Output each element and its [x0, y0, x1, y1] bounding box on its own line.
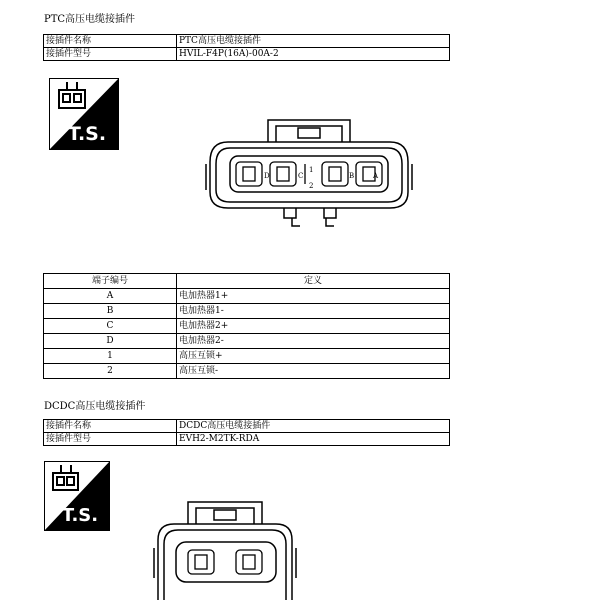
- terminal-label-1: 1: [309, 166, 314, 174]
- ptc-info-table: [43, 34, 450, 61]
- dcdc-info-table: [43, 419, 450, 446]
- pin-definition: 电加热器2-: [177, 334, 450, 349]
- table-row: [44, 364, 450, 379]
- info-value: HVIL-F4P(16A)-00A-2: [177, 48, 450, 61]
- info-value: DCDC高压电缆接插件: [177, 420, 450, 433]
- table-row: [44, 433, 450, 446]
- pin-definition: 电加热器2+: [177, 319, 450, 334]
- table-row: [44, 289, 450, 304]
- dcdc-connector-diagram: [150, 494, 300, 600]
- info-key: 接插件型号: [44, 433, 177, 446]
- ts-badge-text: T.S.: [61, 505, 99, 526]
- table-row: [44, 319, 450, 334]
- terminal-label-b: B: [349, 172, 355, 180]
- terminal-label-d: D: [264, 172, 270, 180]
- info-value: PTC高压电缆接插件: [177, 35, 450, 48]
- pin-definition: 电加热器1+: [177, 289, 450, 304]
- info-key: 接插件型号: [44, 48, 177, 61]
- column-header-definition: 定义: [177, 274, 450, 289]
- info-value: EVH2-M2TK-RDA: [177, 433, 450, 446]
- info-key: 接插件名称: [44, 35, 177, 48]
- pin-definition: 高压互锁+: [177, 349, 450, 364]
- pin-number: 2: [44, 364, 177, 379]
- ptc-connector-diagram: [200, 112, 420, 232]
- table-row: [44, 35, 450, 48]
- table-row: [44, 349, 450, 364]
- terminal-label-c: C: [298, 172, 304, 180]
- pin-number: B: [44, 304, 177, 319]
- table-row: [44, 334, 450, 349]
- pin-number: D: [44, 334, 177, 349]
- pin-definition: 电加热器1-: [177, 304, 450, 319]
- pin-number: C: [44, 319, 177, 334]
- table-header-row: [44, 274, 450, 289]
- table-row: [44, 420, 450, 433]
- section-title-dcdc: DCDC高压电缆接插件: [44, 401, 146, 412]
- column-header-pin: 端子编号: [44, 274, 177, 289]
- pin-number: A: [44, 289, 177, 304]
- section-title-ptc: PTC高压电缆接插件: [44, 14, 136, 25]
- terminal-label-a: A: [373, 172, 379, 180]
- ts-badge-text: T.S.: [67, 123, 107, 145]
- pin-definition: 高压互锁-: [177, 364, 450, 379]
- table-row: [44, 48, 450, 61]
- pin-number: 1: [44, 349, 177, 364]
- info-key: 接插件名称: [44, 420, 177, 433]
- ts-badge-icon: [49, 78, 119, 150]
- ts-badge-icon: [44, 461, 110, 531]
- pin-definition-table: [43, 273, 450, 379]
- terminal-label-2: 2: [309, 182, 314, 190]
- table-row: [44, 304, 450, 319]
